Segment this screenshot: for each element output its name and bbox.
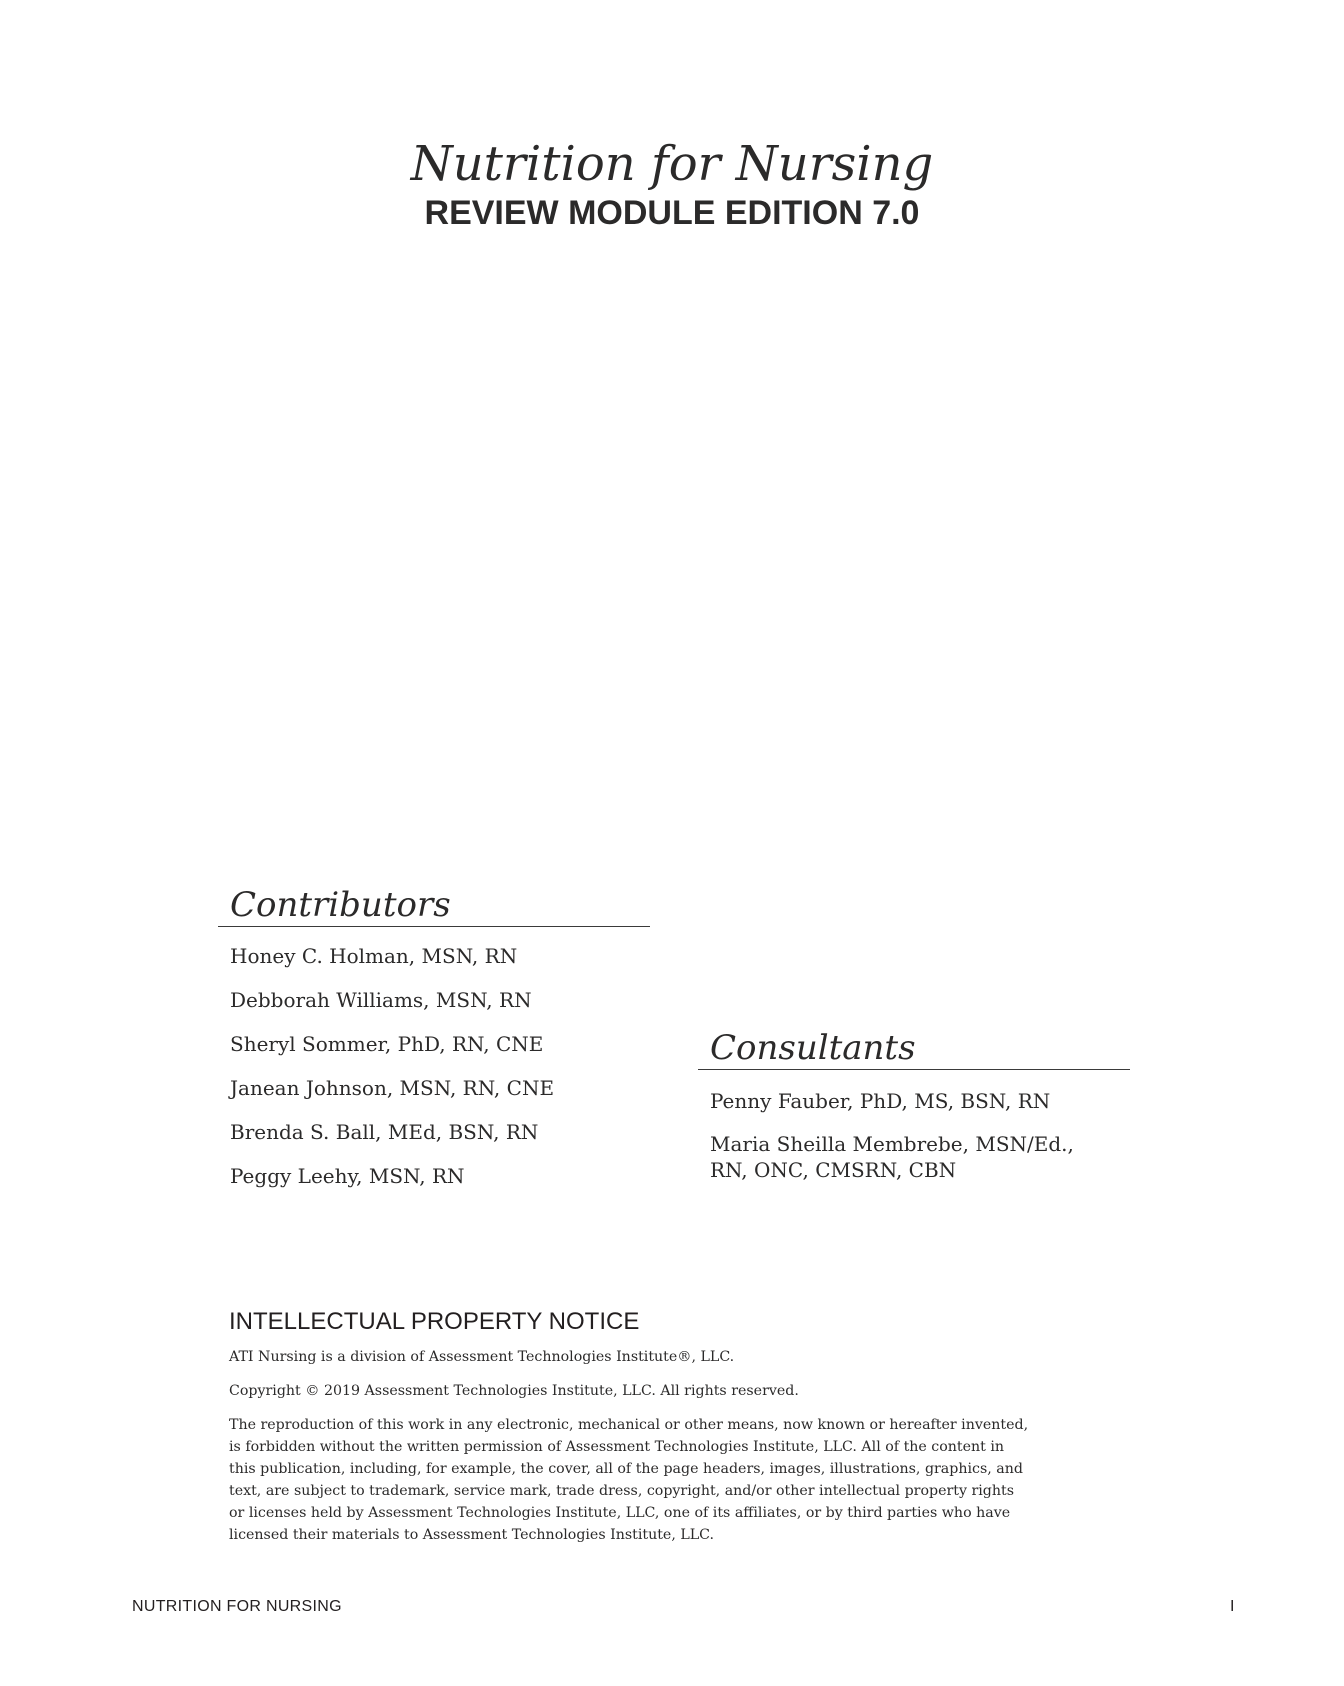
contributor-name: Janean Johnson, MSN, RN, CNE — [230, 1076, 555, 1100]
contributors-heading: Contributors — [218, 888, 650, 927]
intellectual-property-notice — [229, 1310, 1029, 1558]
consultant-name: Maria Sheilla Membrebe, MSN/Ed., RN, ONC, CMSRN, CBN — [710, 1132, 1074, 1182]
notice-paragraph: Copyright © 2019 Assessment Technologies Institute, LLC. All rights reserved. — [229, 1383, 799, 1399]
contributor-name: Brenda S. Ball, MEd, BSN, RN — [230, 1120, 539, 1144]
contributor-name: Peggy Leehy, MSN, RN — [230, 1164, 465, 1188]
book-title: Nutrition for Nursing — [410, 136, 934, 192]
notice-paragraph: ATI Nursing is a division of Assessment Technologies Institute®, LLC. — [229, 1349, 735, 1365]
title-block — [0, 136, 1344, 232]
notice-heading: INTELLECTUAL PROPERTY NOTICE — [229, 1308, 640, 1335]
running-footer-title: NUTRITION FOR NURSING — [132, 1598, 342, 1615]
notice-paragraph: The reproduction of this work in any electronic, mechanical or other means, now known or hereafter invented, is forbidden without the written permission of Assessment Technologies Institute, LLC. All of the content in this publication, including, for example, the cover, all of the page headers, images, illustrations, graphics, and text, are subject to trademark, service mark, trade dress, copyright, and/or other intellectual property rights or licenses held by Assessment Technologies Institute, LLC, one of its affiliates, or by third parties who have licensed their materials to Assessment Technologies Institute, LLC. — [229, 1417, 1029, 1543]
contributor-name: Debborah Williams, MSN, RN — [230, 988, 532, 1012]
consultants-list — [698, 1088, 1130, 1183]
page-number: I — [1230, 1598, 1235, 1615]
consultant-name: Penny Fauber, PhD, MS, BSN, RN — [710, 1089, 1051, 1113]
contributors-list — [218, 943, 650, 1189]
contributor-name: Honey C. Holman, MSN, RN — [230, 944, 518, 968]
consultants-section — [698, 1028, 1130, 1200]
consultants-heading: Consultants — [698, 1031, 1130, 1070]
contributors-section — [218, 885, 650, 1207]
edition-subtitle: REVIEW MODULE EDITION 7.0 — [424, 194, 920, 232]
contributor-name: Sheryl Sommer, PhD, RN, CNE — [230, 1032, 544, 1056]
